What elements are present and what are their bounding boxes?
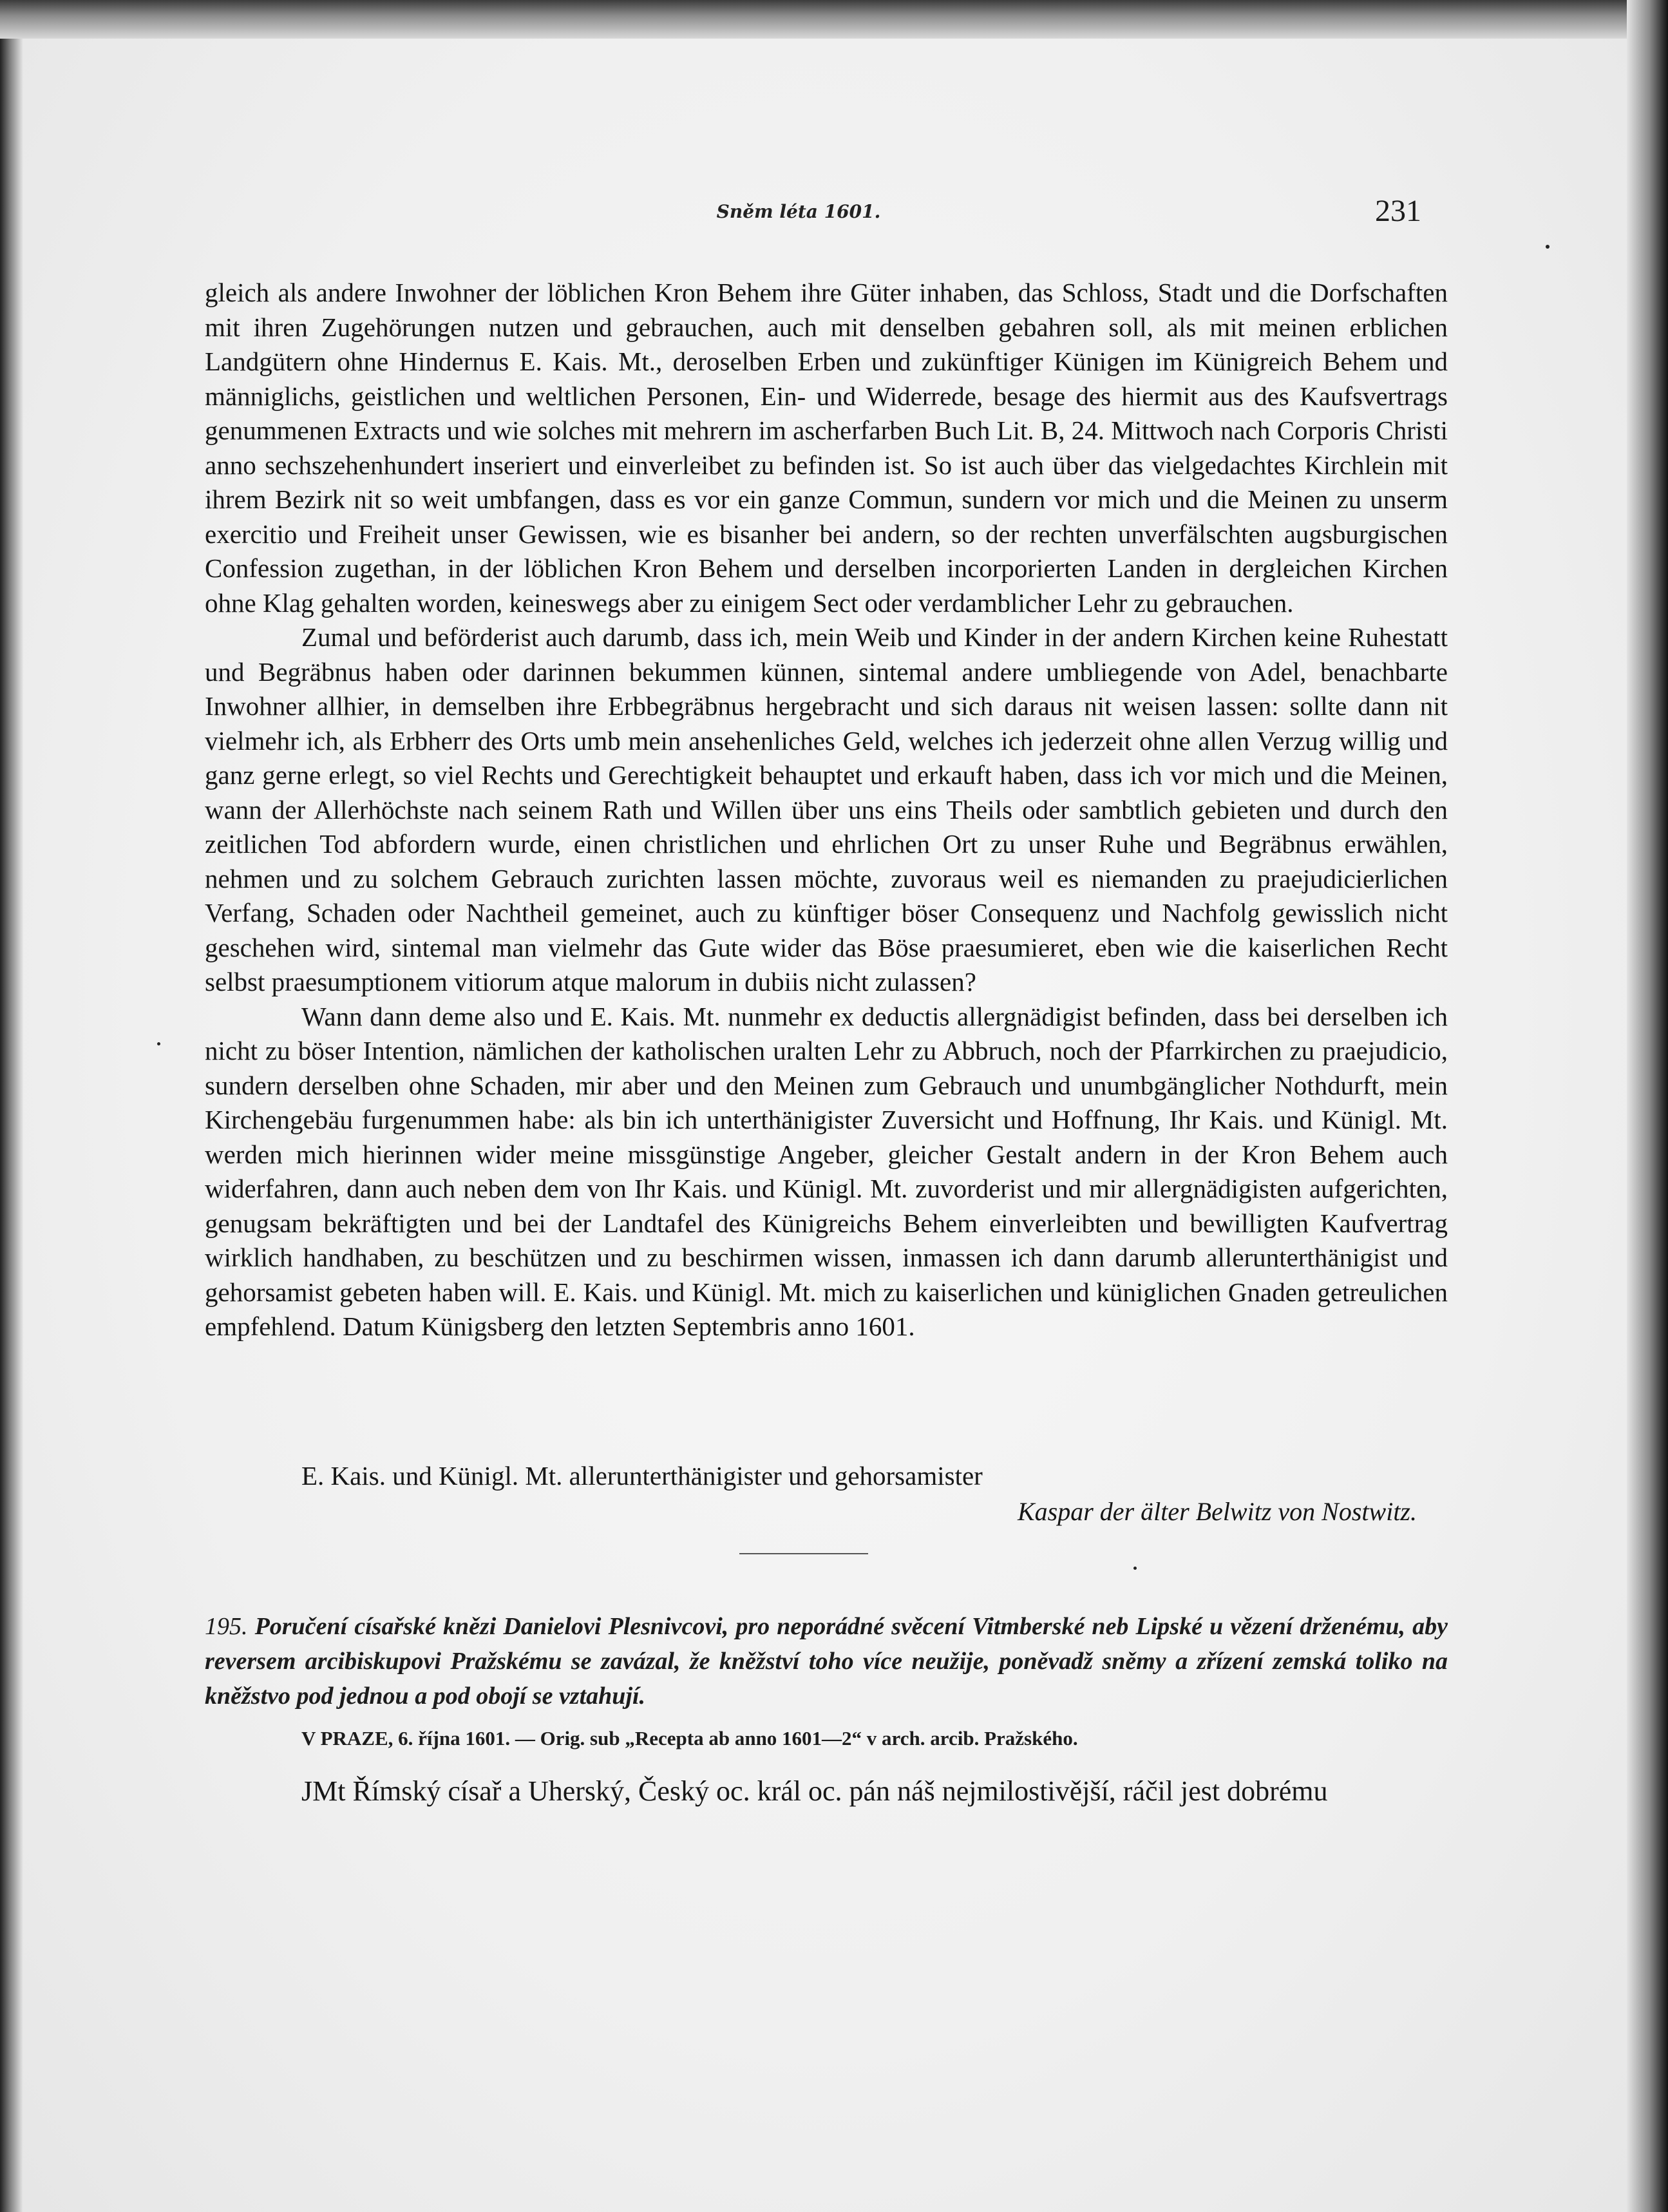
document-heading-text: Poručení císařské knězi Danielovi Plesnivcovi, pro neporádné svěcení Vitmberské neb Lipské u vězení drženému, aby reversem arcibiskupovi Pražskému se zavázal, že kněžství toho více neužije, poněvadž sněmy a zřízení zemská toliko na kněžstvo pod jednou a pod obojí se vztahují.	[205, 1613, 1448, 1710]
scan-speck	[157, 1042, 160, 1045]
document-number: 195.	[205, 1613, 248, 1640]
paragraph-3: Wann dann deme also und E. Kais. Mt. nunmehr ex deductis allergnädigist befinden, dass bei derselben ich nicht zu böser Intention, nämlichen der katholischen uralten Lehr zu Abbruch, noch der Pfarrkirchen zu praejudicio, sundern derselben ohne Schaden, mir aber und den Meinen zum Gebrauch und unumbgänglicher Nothdurft, mein Kirchengebäu furgenummen habe: als bin ich unterthänigister Zuversicht und Hoffnung, Ihr Kais. und Künigl. Mt. werden mich hierinnen wider meine missgünstige Angeber, gleicher Gestalt andern in der Kron Behem auch widerfahren, dann auch neben dem von Ihr Kais. und Künigl. Mt. zuvorderist und mir allergnädigisten aufgerichten, genugsam bekräftigten und bei der Landtafel des Künigreichs Behem einverleibten und bewilligten Kaufvertrag wirklich handhaben, zu beschützen und zu beschirmen wissen, inmassen ich dann darumb allerunterthänigist und gehorsamist gebeten haben will. E. Kais. und Künigl. Mt. mich zu kaiserlichen und küniglichen Gnaden getreulichen empfehlend. Datum Künigsberg den letzten Septembris anno 1601.	[205, 1001, 1448, 1341]
document-opening: JMt Římský císař a Uherský, Český oc. král oc. pán náš nejmilostivější, ráčil jest dobrému	[301, 1775, 1328, 1807]
page-number: 231	[1375, 194, 1421, 228]
running-head: Sněm léta 1601.	[716, 201, 881, 222]
scan-edge-top	[0, 0, 1668, 39]
paragraph-1: gleich als andere Inwohner der löblichen Kron Behem ihre Güter inhaben, das Schloss, Stadt und die Dorfschaften mit ihren Zugehörungen nutzen und gebrauchen, auch mit denselben gebahren soll, als mit meinen erblichen Landgütern ohne Hindernus E. Kais. Mt., deroselben Erben und zukünftiger Künigen im Künigreich Behem und männiglichs, geistlichen und weltlichen Personen, Ein- und Widerrede, besage des hiermit aus des Kaufsvertrags genummenen Extracts und wie solches mit mehrern im ascherfarben Buch Lit. B, 24. Mittwoch nach Corporis Christi anno sechszehenhundert inseriert und einverleibet zu befinden ist. So ist auch über das vielgedachtes Kirchlein mit ihrem Bezirk nit so weit umbfangen, dass es vor ein ganze Commun, sundern vor mich und die Meinen zu unserm exercitio und Freiheit unser Gewissen, wie es bisanher bei andern, so der rechten unverfälschten augsburgischen Confession zugethan, in der löblichen Kron Behem und derselben incorporierten Landen in dergleichen Kirchen ohne Klag gehalten worden, keineswegs aber zu einigem Sect oder verdamblicher Lehr zu gebrauchen.	[205, 278, 1448, 618]
document-heading	[205, 1609, 1448, 1713]
source-citation: V PRAZE, 6. října 1601. — Orig. sub „Recepta ab anno 1601—2“ v arch. arcib. Pražského.	[301, 1727, 1078, 1750]
closing-formula: E. Kais. und Künigl. Mt. allerunterthänigister und gehorsamister	[301, 1461, 983, 1491]
signature: Kaspar der älter Belwitz von Nostwitz.	[1017, 1497, 1417, 1526]
paragraph-2: Zumal und beförderist auch darumb, dass ich, mein Weib und Kinder in der andern Kirchen keine Ruhestatt und Begräbnus haben oder darinnen bekummen künnen, sintemal andere umbliegende von Adel, benachbarte Inwohner allhier, in demselben ihre Erbbegräbnus hergebracht und sich daraus nit weisen lassen: sollte dann nit vielmehr ich, als Erbherr des Orts umb mein ansehenliches Geld, welches ich jederzeit ohne allen Verzug willig und ganz gerne erlegt, so viel Rechts und Gerechtigkeit behauptet und erkauft haben, dass ich vor mich und die Meinen, wann der Allerhöchste nach seinem Rath und Willen über uns eins Theils oder sambtlich gebieten und durch den zeitlichen Tod abfordern wurde, einen christlichen und ehrlichen Ort zu unser Ruhe und Begräbnus erwählen, nehmen und zu solchem Gebrauch zurichten lassen möchte, zuvoraus weil es niemanden zu praejudicierlichen Verfang, Schaden oder Nachtheil gemeinet, auch zu künftiger böser Consequenz und Nachfolg gewisslich nicht geschehen wird, sintemal man vielmehr das Gute wider das Böse praesumieret, eben wie die kaiserlichen Recht selbst praesumptionem vitiorum atque malorum in dubiis nicht zulassen?	[205, 622, 1448, 996]
scan-edge-right	[1627, 0, 1668, 2212]
section-divider	[739, 1553, 868, 1554]
scan-speck	[1546, 245, 1550, 249]
scan-edge-left	[0, 0, 23, 2212]
scan-speck	[1133, 1567, 1137, 1570]
letter-body	[205, 276, 1448, 1344]
